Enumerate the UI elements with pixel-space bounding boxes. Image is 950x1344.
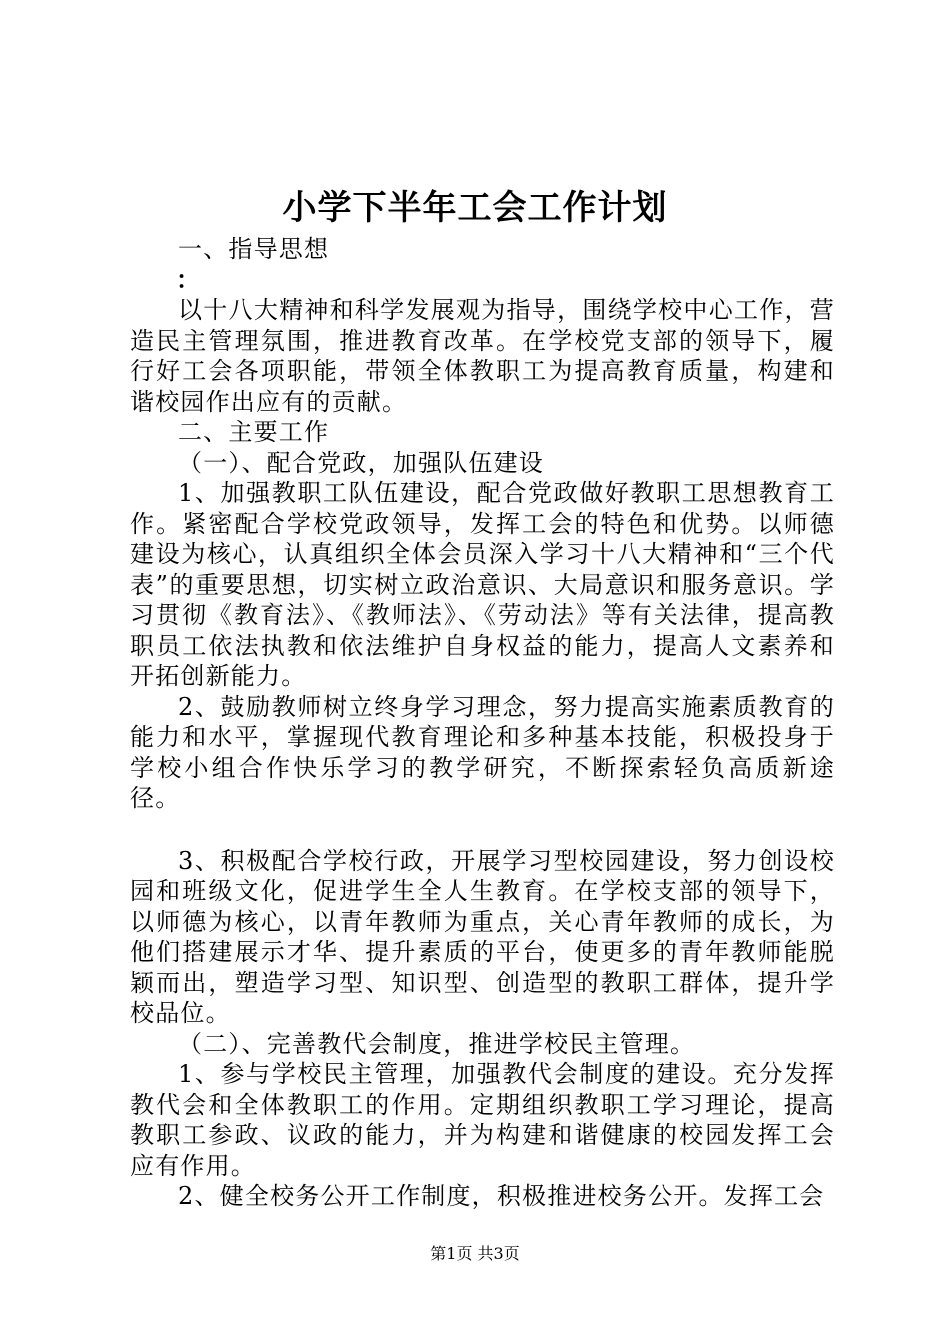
- section2-heading: 二、主要工作: [178, 418, 330, 446]
- subsection2-item2: 2、健全校务公开工作制度，积极推进校务公开。发挥工会: [178, 1182, 825, 1210]
- section1-paragraph: 以十八大精神和科学发展观为指导，围绕学校中心工作，营造民主管理氛围，推进教育改革。在学校党支部的领导下，履行好工会各项职能，带领全体教职工为提高教育质量，构建和谐校园作出应有的贡献。: [130, 296, 835, 416]
- subsection1-heading: （一）、配合党政，加强队伍建设: [178, 448, 544, 477]
- document-title: 小学下半年工会工作计划: [282, 188, 668, 228]
- page-footer: 第1页 共3页: [430, 1244, 520, 1263]
- document-body: [130, 234, 835, 1212]
- subsection2-heading: （二）、完善教代会制度，推进学校民主管理。: [178, 1029, 696, 1058]
- subsection1-item1: 1、加强教职工队伍建设，配合党政做好教职工思想教育工作。紧密配合学校党政领导，发挥工会的特色和优势。以师德建设为核心，认真组织全体会员深入学习十八大精神和“三个代表”的重要思想，切实树立政治意识、大局意识和服务意识。学习贯彻《教育法》、《教师法》、《劳动法》等有关法律，提高教职员工依法执教和依法维护自身权益的能力，提高人文素养和开拓创新能力。: [130, 479, 835, 690]
- section1-colon: ：: [176, 264, 202, 294]
- subsection1-item3: 3、积极配合学校行政，开展学习型校园建设，努力创设校园和班级文化，促进学生全人生教育。在学校支部的领导下，以师德为核心，以青年教师为重点，关心青年教师的成长，为他们搭建展示才华、提升素质的平台，使更多的青年教师能脱颖而出，塑造学习型、知识型、创造型的教职工群体，提升学校品位。: [130, 846, 835, 1027]
- subsection2-item1: 1、参与学校民主管理，加强教代会制度的建设。充分发挥教代会和全体教职工的作用。定期组织教职工学习理论，提高教职工参政、议政的能力，并为构建和谐健康的校园发挥工会应有作用。: [130, 1060, 835, 1180]
- subsection1-item2: 2、鼓励教师树立终身学习理念，努力提高实施素质教育的能力和水平，掌握现代教育理论和多种基本技能，积极投身于学校小组合作快乐学习的教学研究，不断探索轻负高质新途径。: [130, 692, 835, 812]
- section1-heading: 一、指导思想: [178, 235, 330, 263]
- paragraph-gap: [130, 814, 835, 846]
